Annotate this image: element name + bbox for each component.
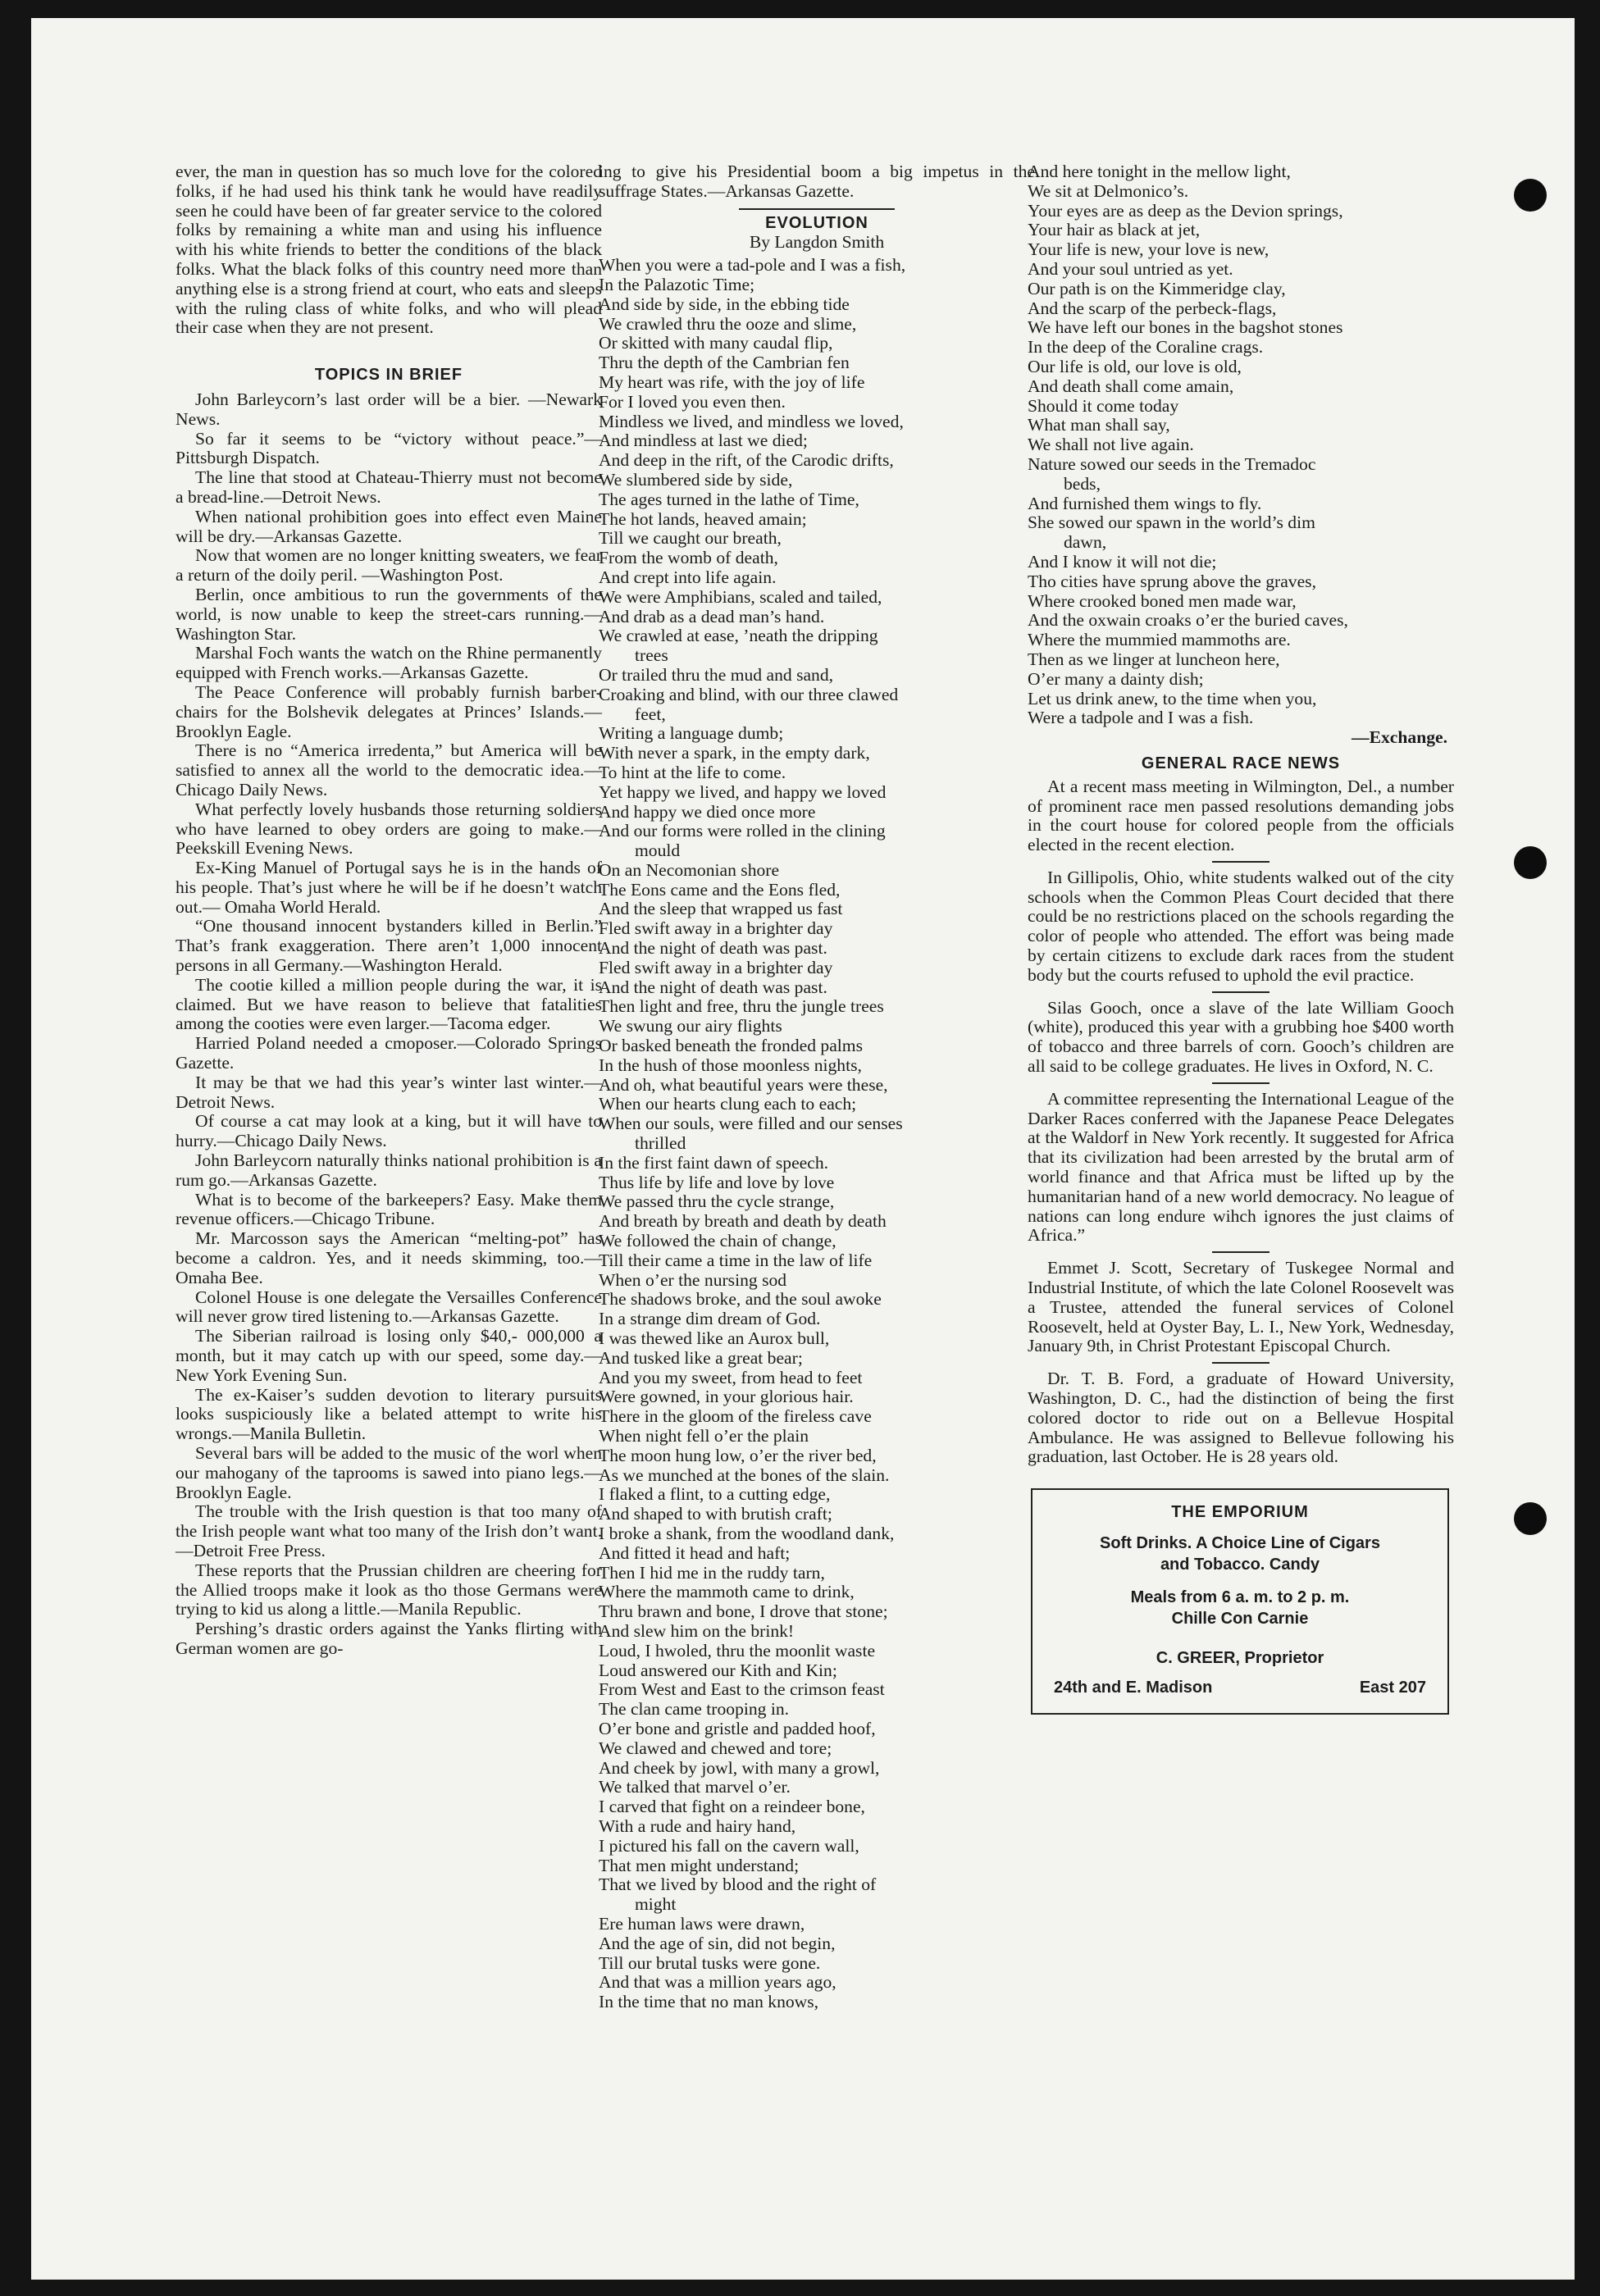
poem-line: Writing a language dumb; [599, 723, 784, 744]
poem-line: In the deep of the Coraline crags. [1028, 337, 1264, 358]
poem-line: We have left our bones in the bagshot stones [1028, 317, 1343, 338]
poem-line: We sit at Delmonico’s. [1028, 180, 1189, 201]
poem-line: Were a tadpole and I was a fish. [1028, 708, 1254, 728]
poem-line: From the womb of death, [599, 548, 778, 568]
poem-line: Then I hid me in the ruddy tarn, [599, 1562, 825, 1583]
topic-item: The trouble with the Irish question is that too many of the Irish people want what too many of the Irish don’t want.—Detroit Free Press. [175, 1501, 602, 1560]
poem-text [599, 256, 1035, 2012]
topic-item: Now that women are no longer knitting sweaters, we fear a return of the doily peril. —Washington Post. [175, 545, 602, 585]
topic-item: So far it seems to be “victory without peace.”—Pittsburgh Dispatch. [175, 428, 602, 468]
poem-line: We were Amphibians, scaled and tailed, [599, 586, 882, 607]
poem-line: feet, [635, 704, 666, 724]
poem-line: On an Necomonian shore [599, 859, 780, 880]
poem-line: And the night of death was past. [599, 938, 827, 959]
poem-line: We crawled thru the ooze and slime, [599, 313, 857, 334]
topic-item: The ex-Kaiser’s sudden devotion to literary pursuits looks suspiciously like a belated attempt to write his wrongs.—Manila Bulletin. [175, 1384, 602, 1444]
poem-line: Where the mummied mammoths are. [1028, 630, 1291, 650]
column-right [1028, 162, 1454, 1715]
poem-line: Your eyes are as deep as the Devion springs, [1028, 200, 1343, 221]
poem-line: There in the gloom of the fireless cave [599, 1406, 872, 1427]
poem-line: With a rude and hairy hand, [599, 1815, 796, 1836]
topic-item: Marshal Foch wants the watch on the Rhine permanently equipped with French works.—Arkansas Gazette. [175, 643, 602, 683]
poem-line: And I know it will not die; [1028, 551, 1217, 572]
news-list [1028, 774, 1454, 1468]
poem-line: And death shall come amain, [1028, 376, 1234, 396]
topic-item: What perfectly lovely husbands those returning soldiers who have learned to obey orders are going to make.—Peekskill Evening News. [175, 799, 602, 859]
poem-line: I broke a shank, from the woodland dank, [599, 1523, 895, 1543]
poem-title: EVOLUTION [765, 213, 868, 232]
poem-line: mould [635, 840, 681, 861]
poem-line: thrilled [635, 1133, 686, 1154]
poem-line: And crept into life again. [599, 567, 777, 587]
poem-line: When our souls, were filled and our senses [599, 1114, 903, 1134]
poem-line: We shall not live again. [1028, 435, 1194, 455]
poem-line: I was thewed like an Aurox bull, [599, 1328, 830, 1349]
poem-line: The Eons came and the Eons fled, [599, 879, 841, 900]
column-middle [599, 162, 1035, 2012]
poem-line: And breath by breath and death by death [599, 1211, 887, 1232]
topic-item: There is no “America irredenta,” but America will be satisfied to annex all the world to the democratic idea.—Chicago Daily News. [175, 740, 602, 800]
poem-line: Our life is old, our love is old, [1028, 356, 1242, 376]
ad-line: Chille Con Carnie [1171, 1610, 1309, 1629]
poem-line: Till our brutal tusks were gone. [599, 1952, 821, 1973]
topic-item: The Peace Conference will probably furnish barber-chairs for the Bolshevik delegates at Princes’ Islands.—Brooklyn Eagle. [175, 681, 602, 741]
poem-line: Then as we linger at luncheon here, [1028, 649, 1280, 669]
ad-proprietor: C. GREER, Proprietor [1156, 1649, 1324, 1668]
poem-line: And cheek by jowl, with many a growl, [599, 1757, 880, 1778]
poem-line: From West and East to the crimson feast [599, 1679, 885, 1700]
poem-byline: By Langdon Smith [749, 232, 885, 253]
poem-line: My heart was rife, with the joy of life [599, 371, 865, 392]
poem-line: O’er bone and gristle and padded hoof, [599, 1718, 876, 1738]
news-item: Emmet J. Scott, Secretary of Tuskegee Normal and Industrial Institute, of which the late Colonel Roosevelt was a Trustee, attended the funeral services of Colonel Roosevelt, held at Oyster Bay, L. I., New York, Wednesday, January 9th, in Christ Protestant Episcopal Church. [1028, 1258, 1454, 1356]
poem-line: We passed thru the cycle strange, [599, 1191, 835, 1212]
poem-line: Or trailed thru the mud and sand, [599, 664, 834, 685]
poem-line: When o’er the nursing sod [599, 1269, 787, 1290]
poem-line: And that was a million years ago, [599, 1972, 836, 1993]
poem-attribution: —Exchange. [1352, 727, 1447, 748]
punch-hole [1514, 179, 1547, 212]
ad-line: and Tobacco. Candy [1160, 1556, 1320, 1574]
poem-line: She sowed our spawn in the world’s dim [1028, 512, 1315, 533]
poem-line: I pictured his fall on the cavern wall, [599, 1835, 859, 1856]
poem-line: And our forms were rolled in the clining [599, 821, 886, 841]
poem-line: I flaked a flint, to a cutting edge, [599, 1484, 831, 1505]
poem-line: Were gowned, in your glorious hair. [599, 1387, 854, 1407]
poem-line: We followed the chain of change, [599, 1231, 836, 1251]
topic-item: Ex-King Manuel of Portugal says he is in the hands of his people. That’s just where he will be if he doesn’t watch out.— Omaha World Herald. [175, 858, 602, 917]
poem-line: In the time that no man knows, [599, 1992, 819, 2012]
topics-heading: TOPICS IN BRIEF [314, 366, 463, 385]
poem-line: And fitted it head and haft; [599, 1542, 791, 1563]
topic-item: Colonel House is one delegate the Versailles Conference will never grow tired listening to.—Arkansas Gazette. [175, 1287, 602, 1327]
news-heading: GENERAL RACE NEWS [1141, 754, 1341, 772]
divider [1212, 991, 1270, 993]
poem-line: And the age of sin, did not begin, [599, 1933, 836, 1953]
poem-line: To hint at the life to come. [599, 762, 786, 782]
poem-line: Fled swift away in a brighter day [599, 957, 833, 977]
lead-paragraph: ing to give his Presidential boom a big impetus in the suffrage States.—Arkansas Gazette. [599, 162, 1035, 201]
poem-line: Till we caught our breath, [599, 528, 782, 549]
poem-line: And side by side, in the ebbing tide [599, 294, 850, 314]
poem-line: Should it come today [1028, 395, 1179, 416]
poem-line: In the Palazotic Time; [599, 274, 755, 294]
poem-line: In the first faint dawn of speech. [599, 1152, 829, 1173]
poem-line: Till their came a time in the law of life [599, 1250, 873, 1270]
punch-hole [1514, 846, 1547, 879]
poem-line: Thus life by life and love by love [599, 1172, 835, 1192]
poem-line: Your life is new, your love is new, [1028, 239, 1270, 260]
poem-line: And shaped to with brutish craft; [599, 1504, 832, 1524]
poem-line: And happy we died once more [599, 801, 816, 822]
poem-line: Let us drink anew, to the time when you, [1028, 688, 1317, 708]
topic-item: It may be that we had this year’s winter last winter.—Detroit News. [175, 1072, 602, 1112]
emporium-advertisement [1031, 1488, 1449, 1715]
poem-line: And you my sweet, from head to feet [599, 1367, 863, 1387]
topic-item: Several bars will be added to the music of the worl when our mahogany of the taprooms is sawed into piano legs.—Brooklyn Eagle. [175, 1443, 602, 1502]
poem-line: And the oxwain croaks o’er the buried caves, [1028, 610, 1348, 631]
poem-line: And the scarp of the perbeck-flags, [1028, 298, 1277, 318]
poem-line: Thru brawn and bone, I drove that stone; [599, 1601, 888, 1622]
poem-line: Or skitted with many caudal flip, [599, 333, 833, 353]
poem-line: And deep in the rift, of the Carodic drifts, [599, 450, 894, 471]
ad-address: 24th and E. Madison [1054, 1679, 1213, 1697]
news-item: A committee representing the International League of the Darker Races conferred with the Japanese Peace Delegates at the Waldorf in New York recently. It suggested for Africa that its civilization had been arrested by the brutal arm of world finance and that Africa must be lifted up by the humanitarian hand of a new world democracy. No league of nations can long endure wihch ignores the just claims of Africa.” [1028, 1088, 1454, 1246]
poem-line: The ages turned in the lathe of Time, [599, 489, 859, 509]
topic-item: The Siberian railroad is losing only $40,- 000,000 a month, but it may catch up with our speed, some day.—New York Evening Sun. [175, 1326, 602, 1385]
poem-line: Your hair as black at jet, [1028, 220, 1201, 240]
divider [1212, 1251, 1270, 1253]
topic-item: The line that stood at Chateau-Thierry must not become a bread-line.—Detroit News. [175, 467, 602, 507]
divider [1212, 1082, 1270, 1084]
poem-line: Loud, I hwoled, thru the moonlit waste [599, 1640, 876, 1660]
poem-line: The hot lands, heaved amain; [599, 508, 807, 529]
news-item: In Gillipolis, Ohio, white students walked out of the city schools when the Common Pleas Court decided that there could be no restrictions placed on the schools regarding the color of people who attended. The effort was being made by certain citizens to exclude dark races from the student body but the courts refused to uphold the evil practice. [1028, 867, 1454, 985]
poem-line: Or basked beneath the fronded palms [599, 1036, 863, 1056]
poem-line: The moon hung low, o’er the river bed, [599, 1445, 877, 1465]
poem-line: Ere human laws were drawn, [599, 1913, 805, 1934]
lead-paragraph: ever, the man in question has so much love for the colored folks, if he had used his think tank he would have readily seen he could have been of far greater service to the colored folks by remaining a white man and using his influence with his white friends to better the conditions of the black folks. What the black folks of this country need more than anything else is a strong friend at court, who eats and sleeps with the ruling class of white folks, and who will plead their case when they are not present. [175, 162, 602, 338]
topic-item: Harried Poland needed a cmoposer.—Colorado Springs Gazette. [175, 1033, 602, 1073]
poem-line: With never a spark, in the empty dark, [599, 743, 870, 763]
poem-line: In a strange dim dream of God. [599, 1309, 821, 1329]
poem-line: The clan came trooping in. [599, 1699, 790, 1720]
poem-line: And tusked like a great bear; [599, 1347, 803, 1368]
poem-line: And furnished them wings to fly. [1028, 493, 1262, 513]
poem-line: We clawed and chewed and tore; [599, 1738, 832, 1758]
ad-footer [1046, 1677, 1434, 1698]
topic-item: “One thousand innocent bystanders killed in Berlin.” That’s frank exaggeration. There aren’t 1,000 innocent persons in all Germany.—Washington Herald. [175, 916, 602, 976]
topic-item: Pershing’s drastic orders against the Yanks flirting with German women are go- [175, 1619, 602, 1658]
divider [1212, 861, 1270, 863]
poem-line: Nature sowed our seeds in the Tremadoc [1028, 453, 1316, 474]
topic-item: Of course a cat may look at a king, but it will have to hurry.—Chicago Daily News. [175, 1111, 602, 1151]
poem-line: We crawled at ease, ’neath the dripping [599, 626, 878, 646]
poem-line: Tho cities have sprung above the graves, [1028, 571, 1316, 591]
poem-line: trees [635, 645, 668, 666]
poem-line: Mindless we lived, and mindless we loved, [599, 411, 904, 431]
poem-line: We slumbered side by side, [599, 469, 793, 490]
poem-line: When you were a tad-pole and I was a fish, [599, 255, 906, 276]
poem-line: And slew him on the brink! [599, 1620, 795, 1641]
divider [1212, 1362, 1270, 1364]
news-item: Dr. T. B. Ford, a graduate of Howard University, Washington, D. C., had the distinction of being the first colored doctor to ride out on a Bellevue Hospital Ambulance. He was assigned to Bellevue following his graduation, last October. He is 28 years old. [1028, 1369, 1454, 1467]
poem-line: We swung our airy flights [599, 1016, 782, 1036]
topic-item: When national prohibition goes into effect even Maine will be dry.—Arkansas Gazette. [175, 506, 602, 546]
poem-line: And your soul untried as yet. [1028, 258, 1233, 279]
poem-line: When our hearts clung each to each; [599, 1094, 857, 1114]
news-item: Silas Gooch, once a slave of the late William Gooch (white), produced this year with a grubbing hoe $400 worth of tobacco and three barrels of corn. Gooch’s children are all said to be college graduates. He lives in Oxford, N. C. [1028, 997, 1454, 1077]
topic-item: The cootie killed a million people during the war, it is claimed. But we have reason to believe that fatalities among the cooties were even larger.—Tacoma edger. [175, 974, 602, 1034]
poem-line: And mindless at last we died; [599, 430, 808, 451]
topic-item: John Barleycorn’s last order will be a bier. —Newark News. [175, 389, 602, 429]
poem-line: Then light and free, thru the jungle trees [599, 996, 884, 1017]
poem-line: And the night of death was past. [599, 977, 827, 997]
poem-line: The shadows broke, and the soul awoke [599, 1289, 882, 1310]
poem-line: Where crooked boned men made war, [1028, 590, 1297, 611]
newspaper-page [31, 18, 1575, 2280]
poem-line: And here tonight in the mellow light, [1028, 162, 1291, 181]
poem-text-continued [1028, 162, 1454, 728]
punch-hole [1514, 1502, 1547, 1535]
divider [739, 208, 895, 210]
poem-line: What man shall say, [1028, 415, 1170, 435]
poem-line: And the sleep that wrapped us fast [599, 899, 843, 919]
poem-line: I carved that fight on a reindeer bone, [599, 1797, 865, 1817]
poem-line: Where the mammoth came to drink, [599, 1582, 855, 1602]
poem-line: When night fell o’er the plain [599, 1426, 809, 1446]
poem-line: O’er many a dainty dish; [1028, 668, 1204, 689]
column-left [175, 162, 602, 1659]
poem-line: For I loved you even then. [599, 391, 786, 412]
poem-line: Fled swift away in a brighter day [599, 918, 833, 939]
poem-line: Our path is on the Kimmeridge clay, [1028, 278, 1286, 298]
news-item: At a recent mass meeting in Wilmington, Del., a number of prominent race men passed resolutions demanding jobs in the court house for colored people from the officials elected in the recent election. [1028, 776, 1454, 855]
topic-item: These reports that the Prussian children are cheering for the Allied troops make it look as tho those Germans were trying to kid us along a little.—Manila Republic. [175, 1560, 602, 1620]
topic-item: Berlin, once ambitious to run the governments of the world, is now unable to keep the street-cars running.—Washington Star. [175, 584, 602, 644]
ad-line: Soft Drinks. A Choice Line of Cigars [1100, 1534, 1380, 1553]
poem-line: Thru the depth of the Cambrian fen [599, 353, 850, 373]
topics-list [175, 390, 602, 1659]
poem-line: dawn, [1064, 532, 1107, 553]
topic-item: What is to become of the barkeepers? Easy. Make them revenue officers.—Chicago Tribune. [175, 1189, 602, 1229]
poem-line: might [635, 1894, 677, 1915]
poem-line: That we lived by blood and the right of [599, 1875, 877, 1895]
poem-line: And oh, what beautiful years were these, [599, 1074, 888, 1095]
poem-line: And drab as a dead man’s hand. [599, 606, 825, 626]
ad-phone: East 207 [1359, 1679, 1426, 1697]
ad-line: Meals from 6 a. m. to 2 p. m. [1130, 1588, 1350, 1607]
ad-title: THE EMPORIUM [1171, 1503, 1309, 1522]
poem-line: We talked that marvel o’er. [599, 1777, 791, 1797]
poem-line: Loud answered our Kith and Kin; [599, 1660, 837, 1680]
topic-item: John Barleycorn naturally thinks national prohibition is a rum go.—Arkansas Gazette. [175, 1150, 602, 1190]
poem-line: In the hush of those moonless nights, [599, 1055, 862, 1075]
poem-line: Croaking and blind, with our three clawed [599, 684, 899, 704]
poem-line: That men might understand; [599, 1855, 800, 1875]
poem-line: Yet happy we lived, and happy we loved [599, 781, 887, 802]
topic-item: Mr. Marcosson says the American “melting-pot” has become a caldron. Yes, and it needs skimming, too.—Omaha Bee. [175, 1228, 602, 1287]
poem-line: As we munched at the bones of the slain. [599, 1465, 890, 1485]
poem-line: beds, [1064, 473, 1101, 494]
